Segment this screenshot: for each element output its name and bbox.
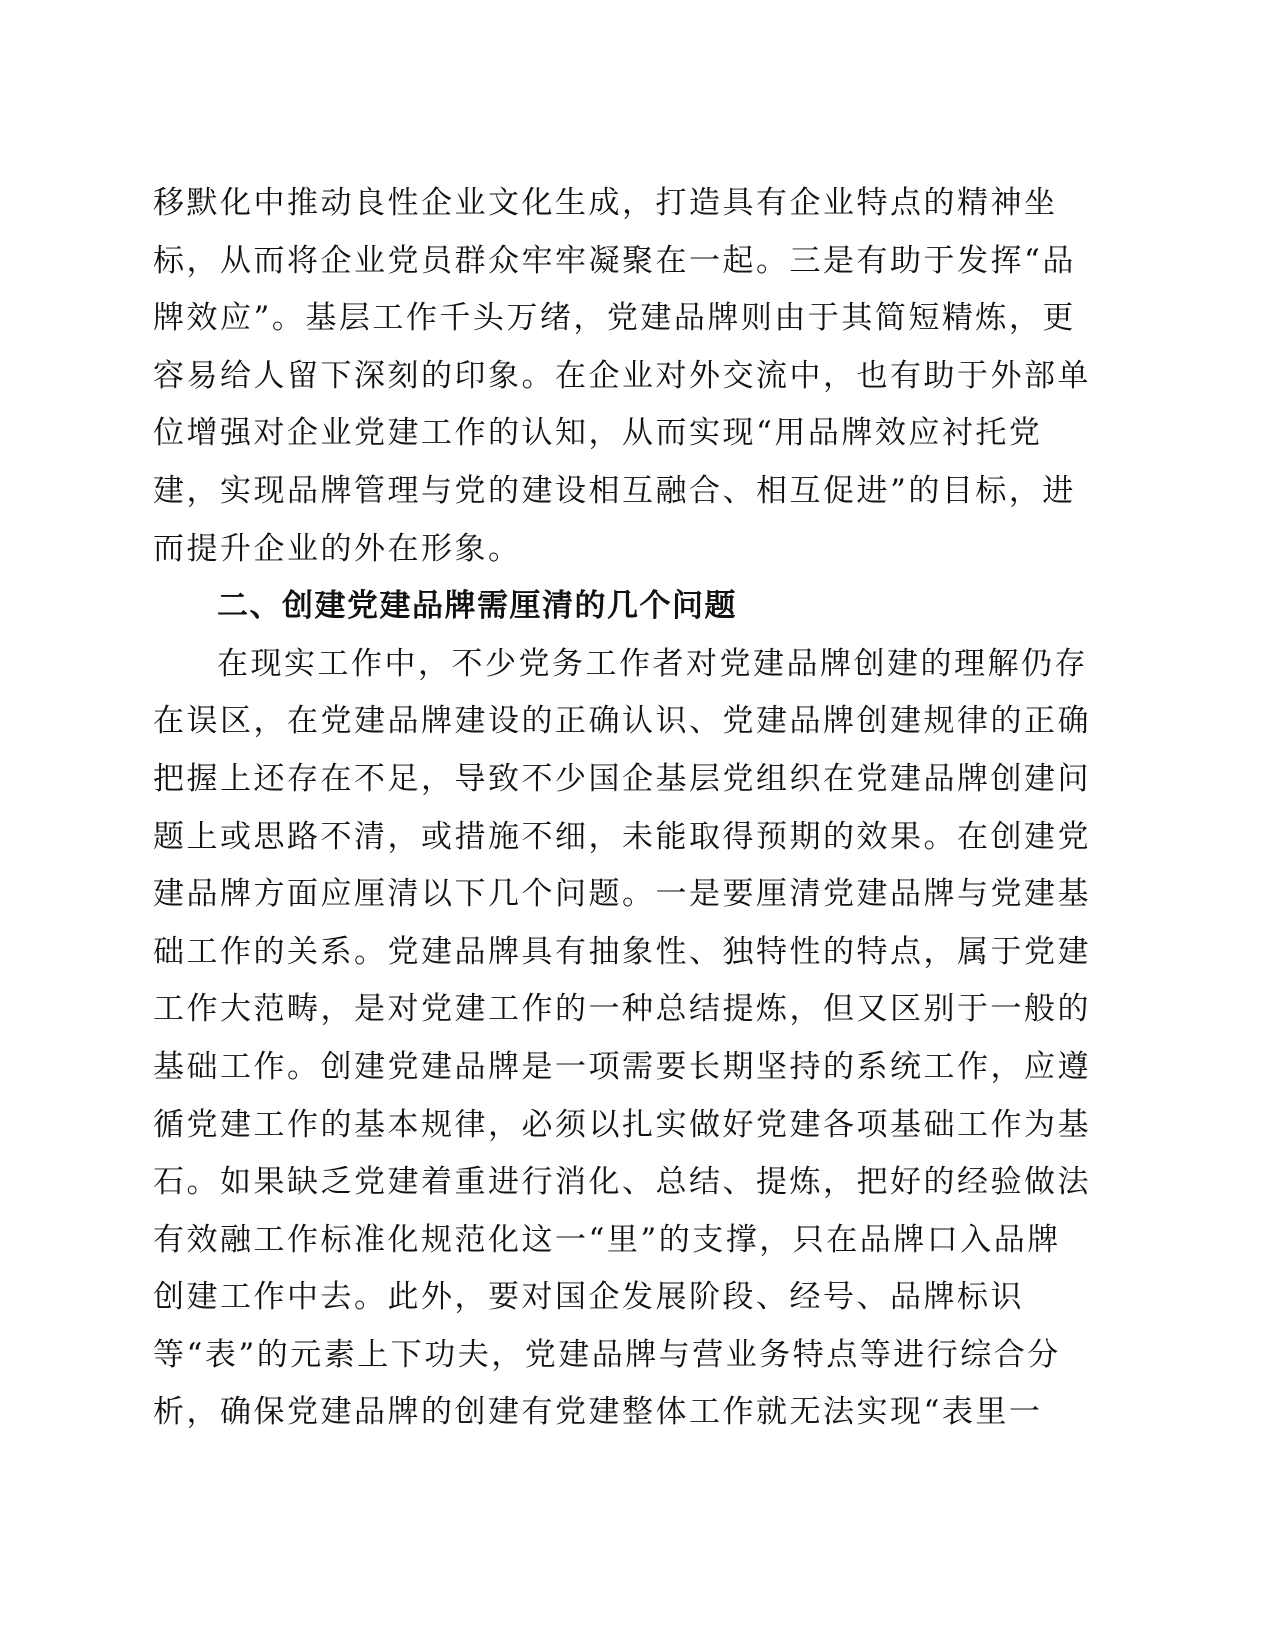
paragraph-line: 有效融工作标准化规范化这一“里”的支撑，只在品牌口入品牌 [153,1221,1061,1258]
paragraph-line: 工作大范畴，是对党建工作的一种总结提炼，但又区别于一般的 [153,991,1091,1028]
paragraph-line: 石。如果缺乏党建着重进行消化、总结、提炼，把好的经验做法 [153,1164,1091,1201]
paragraph-line: 牌效应”。基层工作千头万绪，党建品牌则由于其简短精炼，更 [153,300,1076,337]
paragraph-line: 位增强对企业党建工作的认知，从而实现“用品牌效应衬托党 [153,415,1043,452]
paragraph-line: 移默化中推动良性企业文化生成，打造具有企业特点的精神坐 [153,185,1058,221]
paragraph-line: 创建工作中去。此外，要对国企发展阶段、经号、品牌标识 [153,1279,1024,1316]
paragraph-line: 础工作的关系。党建品牌具有抽象性、独特性的特点，属于党建 [153,933,1091,970]
paragraph-line: 在误区，在党建品牌建设的正确认识、党建品牌创建规律的正确 [153,703,1091,740]
paragraph-line: 容易给人留下深刻的印象。在企业对外交流中，也有助于外部单 [153,357,1091,394]
paragraph-line: 而提升企业的外在形象。 [153,530,522,567]
paragraph-line: 析，确保党建品牌的创建有党建整体工作就无法实现“表里一 [153,1394,1043,1431]
paragraph-line: 把握上还存在不足，导致不少国企基层党组织在党建品牌创建问 [153,760,1091,797]
paragraph-line: 题上或思路不清，或措施不细，未能取得预期的效果。在创建党 [153,818,1091,855]
paragraph-line: 建品牌方面应厘清以下几个问题。一是要厘清党建品牌与党建基 [153,876,1091,913]
paragraph-line: 基础工作。创建党建品牌是一项需要长期坚持的系统工作，应遵 [153,1048,1091,1085]
paragraph-line: 标，从而将企业党员群众牢牢凝聚在一起。三是有助于发挥“品 [153,242,1076,279]
paragraph-line: 循党建工作的基本规律，必须以扎实做好党建各项基础工作为基 [153,1106,1091,1143]
paragraph-line: 建，实现品牌管理与党的建设相互融合、相互促进”的目标，进 [153,472,1076,509]
document-body [153,175,1093,1442]
section-heading: 二、创建党建品牌需厘清的几个问题 [217,588,737,625]
paragraph-line: 在现实工作中，不少党务工作者对党建品牌创建的理解仍存 [217,645,1088,682]
paragraph-line: 等“表”的元素上下功夫，党建品牌与营业务特点等进行综合分 [153,1336,1061,1373]
